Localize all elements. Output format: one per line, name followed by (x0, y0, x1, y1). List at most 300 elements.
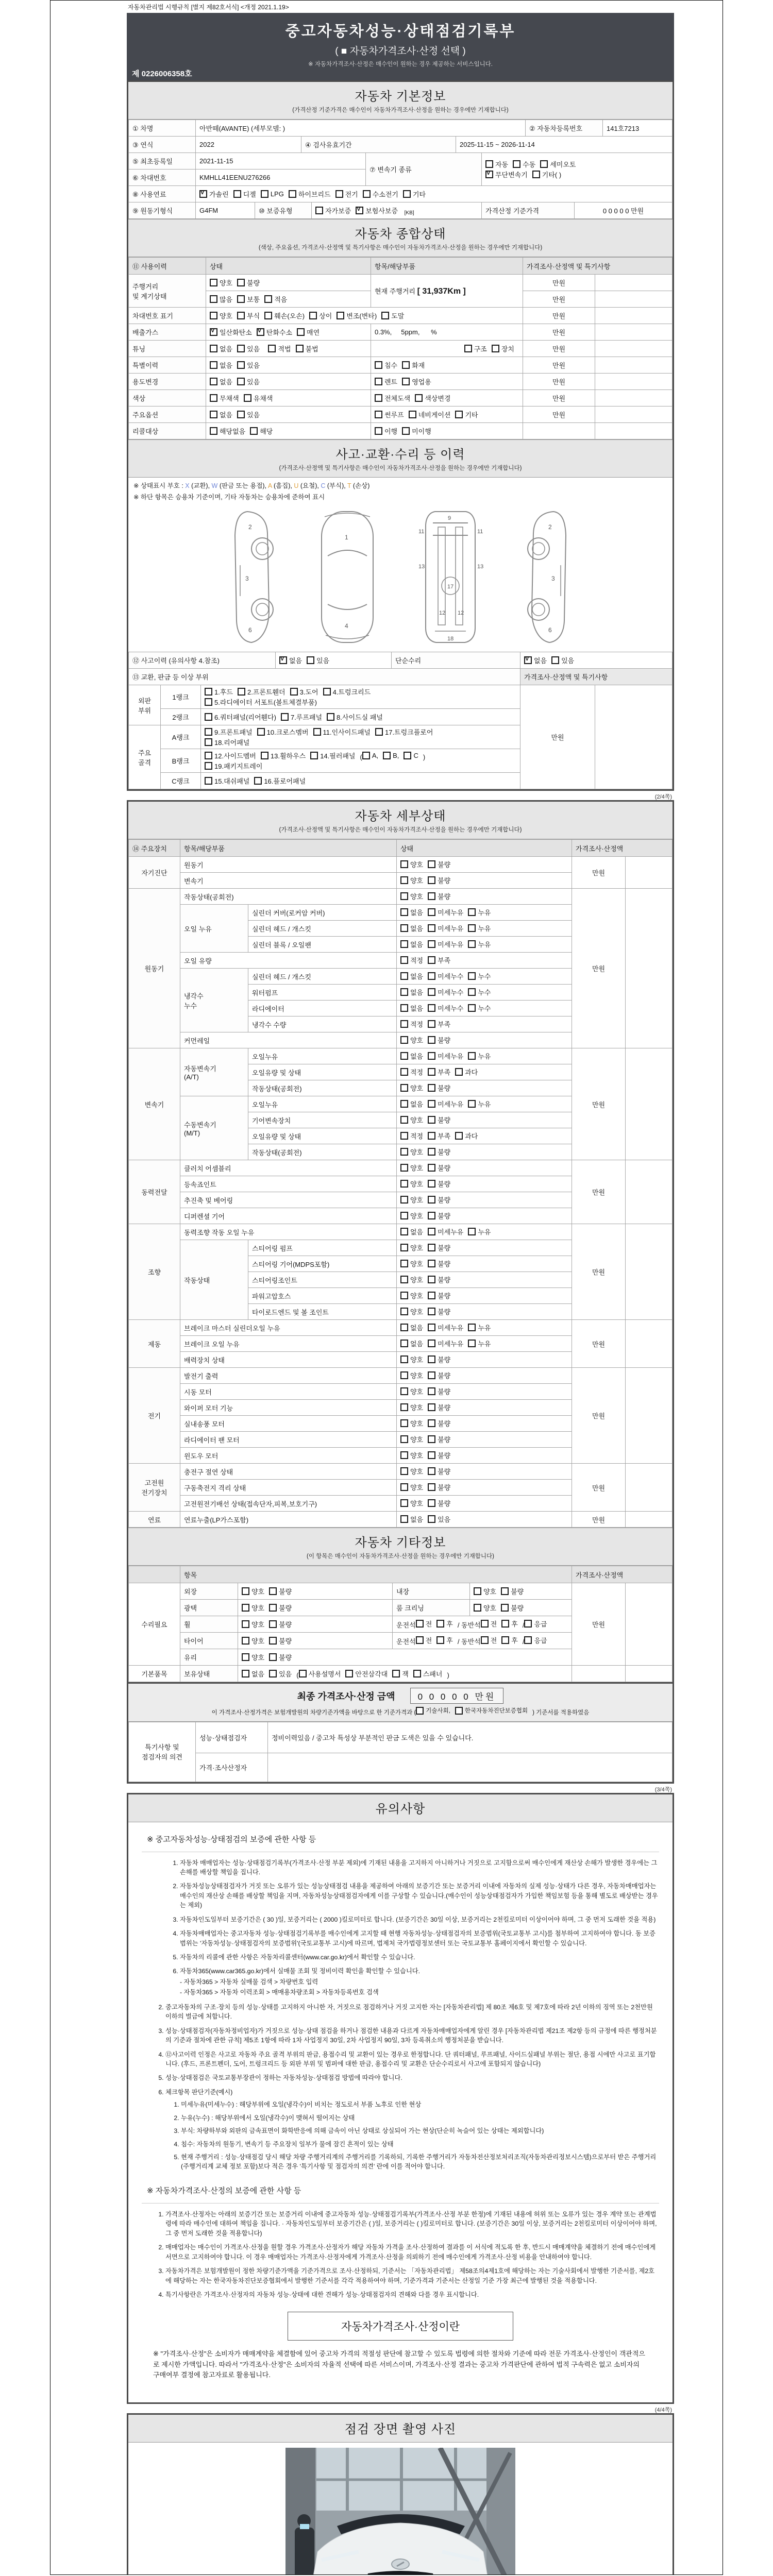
checkbox-option[interactable] (468, 1323, 491, 1332)
checkbox-option[interactable] (481, 1619, 497, 1629)
checkbox[interactable] (242, 1670, 249, 1677)
checkbox[interactable] (375, 411, 382, 418)
checkbox-option[interactable] (315, 206, 351, 215)
checkbox-option[interactable] (524, 655, 547, 665)
checkbox-option[interactable] (296, 344, 318, 353)
checkbox[interactable] (455, 411, 463, 418)
checkbox-option[interactable] (400, 1418, 423, 1428)
checkbox-option[interactable] (269, 1586, 292, 1596)
checkbox[interactable] (400, 972, 408, 980)
checkbox-option[interactable] (205, 697, 317, 707)
checkbox[interactable] (400, 876, 408, 884)
checkbox-option[interactable] (261, 751, 306, 760)
checkbox-option[interactable] (269, 1636, 292, 1646)
checkbox[interactable] (455, 1132, 463, 1140)
checkbox-option[interactable] (468, 987, 491, 997)
checkbox-option[interactable] (205, 776, 249, 786)
checkbox-option[interactable] (400, 971, 423, 981)
checkbox[interactable] (400, 1116, 408, 1124)
checkbox[interactable] (205, 688, 212, 696)
checkbox-option[interactable] (428, 987, 463, 997)
checkbox[interactable] (363, 190, 371, 198)
checkbox[interactable] (375, 728, 383, 736)
checkbox-option[interactable] (428, 1259, 450, 1268)
checkbox[interactable] (402, 378, 410, 385)
checkbox-option[interactable] (428, 1291, 450, 1300)
checkbox-option[interactable] (468, 1099, 491, 1109)
checkbox-option[interactable] (356, 206, 398, 215)
checkbox-option[interactable] (210, 278, 232, 287)
checkbox-option[interactable] (233, 189, 256, 199)
checkbox-option[interactable] (299, 1669, 341, 1679)
checkbox-option[interactable] (524, 1619, 547, 1629)
checkbox-option[interactable] (237, 410, 260, 419)
checkbox[interactable] (210, 427, 217, 435)
checkbox[interactable] (428, 1435, 435, 1443)
checkbox[interactable] (524, 656, 532, 664)
checkbox[interactable] (242, 1620, 249, 1628)
checkbox-option[interactable] (428, 923, 463, 933)
checkbox[interactable] (428, 1276, 435, 1283)
checkbox[interactable] (540, 160, 548, 168)
checkbox-option[interactable] (381, 311, 404, 320)
checkbox[interactable] (400, 860, 408, 868)
checkbox[interactable] (400, 1164, 408, 1172)
checkbox[interactable] (428, 956, 435, 964)
checkbox-option[interactable] (400, 1035, 423, 1045)
checkbox[interactable] (416, 1636, 424, 1644)
checkbox[interactable] (237, 378, 245, 385)
checkbox-option[interactable] (400, 1402, 423, 1412)
checkbox-option[interactable] (290, 687, 318, 697)
checkbox[interactable] (400, 1419, 408, 1427)
checkbox[interactable] (400, 1435, 408, 1443)
checkbox-option[interactable] (436, 1635, 453, 1645)
checkbox-option[interactable] (375, 393, 410, 403)
checkbox[interactable] (400, 924, 408, 932)
checkbox-option[interactable] (205, 761, 262, 771)
checkbox-option[interactable] (428, 1482, 450, 1492)
checkbox[interactable] (242, 1587, 249, 1595)
checkbox[interactable] (400, 940, 408, 948)
checkbox[interactable] (268, 345, 276, 352)
checkbox[interactable] (327, 713, 334, 721)
checkbox[interactable] (428, 1164, 435, 1172)
checkbox-option[interactable] (428, 1275, 450, 1284)
checkbox[interactable] (261, 190, 268, 198)
checkbox-option[interactable] (400, 1019, 423, 1029)
checkbox[interactable] (428, 1451, 435, 1459)
checkbox-option[interactable] (269, 1603, 292, 1613)
checkbox-option[interactable] (210, 426, 245, 436)
checkbox[interactable] (210, 312, 217, 319)
checkbox-option[interactable] (400, 1386, 423, 1396)
checkbox-option[interactable] (400, 1259, 423, 1268)
checkbox-option[interactable] (485, 159, 508, 169)
checkbox[interactable] (400, 1004, 408, 1012)
checkbox-option[interactable] (455, 1131, 478, 1141)
checkbox[interactable] (400, 1260, 408, 1267)
checkbox-option[interactable] (210, 327, 252, 337)
checkbox[interactable] (409, 411, 416, 418)
checkbox[interactable] (428, 1260, 435, 1267)
checkbox-option[interactable] (455, 1706, 528, 1715)
checkbox[interactable] (400, 1387, 408, 1395)
checkbox-option[interactable] (400, 1514, 423, 1524)
checkbox[interactable] (400, 1451, 408, 1459)
checkbox-option[interactable] (468, 971, 491, 981)
checkbox[interactable] (415, 394, 423, 402)
checkbox[interactable] (468, 1324, 476, 1331)
checkbox[interactable] (210, 279, 217, 286)
checkbox[interactable] (269, 1637, 277, 1645)
checkbox[interactable] (400, 1244, 408, 1251)
checkbox[interactable] (428, 1036, 435, 1044)
checkbox-option[interactable] (199, 189, 229, 199)
checkbox[interactable] (210, 394, 217, 402)
checkbox[interactable] (481, 1636, 489, 1644)
checkbox-option[interactable] (375, 360, 397, 370)
checkbox[interactable] (400, 1292, 408, 1299)
checkbox[interactable] (402, 361, 410, 369)
checkbox-option[interactable] (400, 1434, 423, 1444)
checkbox-option[interactable] (474, 1586, 496, 1596)
checkbox[interactable] (468, 940, 476, 948)
checkbox-option[interactable] (400, 1179, 423, 1189)
checkbox-option[interactable] (409, 410, 451, 419)
checkbox-option[interactable] (309, 311, 332, 320)
checkbox[interactable] (468, 1004, 476, 1012)
checkbox-option[interactable] (400, 1450, 423, 1460)
checkbox[interactable] (428, 908, 435, 916)
checkbox-option[interactable] (210, 311, 232, 320)
checkbox-option[interactable] (205, 737, 249, 747)
checkbox-option[interactable] (205, 687, 233, 697)
checkbox-option[interactable] (237, 294, 260, 304)
checkbox[interactable] (205, 752, 212, 759)
checkbox[interactable] (400, 1228, 408, 1235)
checkbox-option[interactable] (250, 426, 273, 436)
checkbox[interactable] (400, 1052, 408, 1060)
checkbox-option[interactable] (281, 712, 322, 722)
checkbox-option[interactable] (210, 360, 232, 370)
checkbox[interactable] (468, 988, 476, 996)
checkbox-option[interactable] (210, 294, 232, 304)
checkbox[interactable] (464, 345, 472, 352)
checkbox-option[interactable] (428, 1179, 450, 1189)
checkbox[interactable] (428, 1308, 435, 1315)
checkbox[interactable] (381, 312, 389, 319)
checkbox-option[interactable] (400, 1275, 423, 1284)
checkbox-option[interactable] (474, 1603, 496, 1613)
checkbox-option[interactable] (242, 1636, 264, 1646)
checkbox[interactable] (199, 190, 207, 198)
checkbox[interactable] (513, 160, 520, 168)
checkbox[interactable] (269, 1587, 277, 1595)
checkbox[interactable] (428, 924, 435, 932)
checkbox-option[interactable] (400, 1115, 423, 1125)
checkbox-option[interactable] (279, 655, 302, 665)
checkbox-option[interactable] (400, 987, 423, 997)
checkbox[interactable] (205, 728, 212, 736)
checkbox[interactable] (485, 160, 493, 168)
checkbox-option[interactable] (428, 1035, 450, 1045)
checkbox[interactable] (501, 1620, 509, 1628)
checkbox-option[interactable] (428, 1498, 450, 1508)
checkbox-option[interactable] (468, 923, 491, 933)
checkbox-option[interactable] (400, 1147, 423, 1157)
checkbox-option[interactable] (428, 1434, 450, 1444)
checkbox[interactable] (403, 190, 411, 198)
checkbox[interactable] (400, 1340, 408, 1347)
checkbox[interactable] (400, 1148, 408, 1156)
checkbox[interactable] (400, 1499, 408, 1507)
checkbox-option[interactable] (400, 1307, 423, 1316)
checkbox-option[interactable] (210, 410, 232, 419)
checkbox[interactable] (400, 1324, 408, 1331)
checkbox[interactable] (242, 1653, 249, 1661)
checkbox-option[interactable] (428, 1307, 450, 1316)
checkbox[interactable] (205, 698, 212, 706)
checkbox[interactable] (400, 1483, 408, 1491)
checkbox-option[interactable] (501, 1586, 524, 1596)
checkbox[interactable] (428, 1068, 435, 1076)
checkbox[interactable] (309, 312, 317, 319)
checkbox[interactable] (468, 1228, 476, 1235)
checkbox-option[interactable] (428, 1354, 450, 1364)
checkbox-option[interactable] (400, 1354, 423, 1364)
checkbox-option[interactable] (416, 1635, 432, 1645)
checkbox-option[interactable] (400, 875, 423, 885)
checkbox[interactable] (428, 892, 435, 900)
checkbox[interactable] (428, 860, 435, 868)
checkbox-option[interactable] (327, 712, 383, 722)
checkbox-option[interactable] (428, 1211, 450, 1221)
checkbox[interactable] (205, 762, 212, 770)
checkbox-option[interactable] (310, 751, 355, 760)
checkbox-option[interactable] (400, 1291, 423, 1300)
checkbox[interactable] (375, 394, 382, 402)
checkbox[interactable] (428, 1100, 435, 1108)
checkbox-option[interactable] (428, 1514, 450, 1524)
checkbox-option[interactable] (501, 1635, 518, 1645)
checkbox[interactable] (296, 345, 304, 352)
checkbox-option[interactable] (375, 377, 397, 386)
checkbox[interactable] (436, 1620, 444, 1628)
checkbox-option[interactable] (244, 393, 273, 403)
checkbox[interactable] (250, 427, 258, 435)
checkbox-option[interactable] (238, 687, 285, 697)
checkbox[interactable] (474, 1604, 481, 1612)
checkbox-option[interactable] (428, 1323, 463, 1332)
checkbox[interactable] (428, 1387, 435, 1395)
checkbox[interactable] (210, 295, 217, 303)
checkbox-option[interactable] (400, 1051, 423, 1061)
checkbox-option[interactable] (237, 278, 260, 287)
checkbox[interactable] (400, 1212, 408, 1219)
checkbox-option[interactable] (513, 159, 535, 169)
checkbox[interactable] (210, 378, 217, 385)
checkbox[interactable] (237, 361, 245, 369)
checkbox[interactable] (428, 988, 435, 996)
checkbox[interactable] (290, 688, 298, 696)
checkbox-option[interactable] (501, 1603, 524, 1613)
checkbox-option[interactable] (468, 1051, 491, 1061)
checkbox-option[interactable] (551, 655, 574, 665)
checkbox[interactable] (455, 1068, 463, 1076)
checkbox[interactable] (237, 345, 245, 352)
checkbox[interactable] (400, 1036, 408, 1044)
checkbox[interactable] (313, 728, 321, 736)
checkbox[interactable] (210, 411, 217, 418)
checkbox[interactable] (345, 1670, 353, 1677)
checkbox-option[interactable] (205, 751, 256, 760)
checkbox-option[interactable] (428, 1402, 450, 1412)
checkbox-option[interactable] (268, 344, 291, 353)
checkbox-option[interactable] (237, 311, 260, 320)
checkbox[interactable] (428, 1084, 435, 1092)
checkbox[interactable] (237, 279, 245, 286)
checkbox-option[interactable] (210, 377, 232, 386)
checkbox[interactable] (233, 190, 241, 198)
checkbox[interactable] (468, 1340, 476, 1347)
checkbox-option[interactable] (400, 1370, 423, 1380)
checkbox-option[interactable] (415, 393, 450, 403)
checkbox[interactable] (428, 1340, 435, 1347)
checkbox[interactable] (551, 656, 559, 664)
checkbox[interactable] (337, 312, 344, 319)
checkbox[interactable] (428, 1515, 435, 1523)
checkbox-option[interactable] (428, 939, 463, 949)
checkbox[interactable] (501, 1604, 509, 1612)
checkbox-option[interactable] (524, 1635, 547, 1645)
checkbox-option[interactable] (428, 1466, 450, 1476)
checkbox[interactable] (375, 361, 382, 369)
checkbox[interactable] (400, 1276, 408, 1283)
checkbox[interactable] (468, 908, 476, 916)
checkbox[interactable] (404, 752, 411, 759)
checkbox-option[interactable] (242, 1603, 264, 1613)
checkbox-option[interactable] (237, 344, 260, 353)
checkbox[interactable] (400, 1371, 408, 1379)
checkbox-option[interactable] (210, 344, 232, 353)
checkbox[interactable] (428, 1499, 435, 1507)
checkbox[interactable] (375, 427, 382, 435)
checkbox[interactable] (455, 1707, 463, 1715)
checkbox[interactable] (281, 713, 289, 721)
checkbox-option[interactable] (428, 1115, 450, 1125)
checkbox[interactable] (264, 312, 272, 319)
checkbox[interactable] (237, 411, 245, 418)
checkbox-option[interactable] (400, 1482, 423, 1492)
checkbox[interactable] (468, 1052, 476, 1060)
checkbox-option[interactable] (428, 1243, 450, 1252)
checkbox-option[interactable] (436, 1619, 453, 1629)
checkbox-option[interactable] (205, 712, 276, 722)
checkbox-option[interactable] (323, 687, 371, 697)
checkbox-option[interactable] (428, 1051, 463, 1061)
checkbox-option[interactable] (428, 1163, 450, 1173)
checkbox[interactable] (428, 1483, 435, 1491)
checkbox-option[interactable] (269, 1652, 292, 1662)
checkbox-option[interactable] (428, 955, 450, 965)
checkbox-option[interactable] (289, 189, 331, 199)
checkbox-option[interactable] (400, 955, 423, 965)
checkbox-option[interactable] (428, 1131, 450, 1141)
checkbox-option[interactable] (468, 907, 491, 917)
checkbox-option[interactable] (400, 1131, 423, 1141)
checkbox[interactable] (428, 1132, 435, 1140)
checkbox-option[interactable] (428, 1370, 450, 1380)
checkbox[interactable] (362, 752, 370, 759)
checkbox-option[interactable] (400, 923, 423, 933)
checkbox[interactable] (416, 1620, 424, 1628)
checkbox[interactable] (315, 207, 323, 214)
checkbox-option[interactable] (237, 360, 260, 370)
checkbox-option[interactable] (237, 377, 260, 386)
checkbox-option[interactable] (400, 1323, 423, 1332)
checkbox[interactable] (400, 1467, 408, 1475)
checkbox[interactable] (356, 207, 363, 214)
checkbox[interactable] (400, 1132, 408, 1140)
checkbox[interactable] (279, 656, 287, 664)
checkbox[interactable] (428, 1467, 435, 1475)
checkbox[interactable] (257, 728, 265, 736)
checkbox[interactable] (307, 656, 314, 664)
checkbox[interactable] (428, 1371, 435, 1379)
checkbox-option[interactable] (468, 1003, 491, 1013)
checkbox-option[interactable] (392, 1669, 409, 1679)
checkbox-option[interactable] (468, 1338, 491, 1348)
checkbox-option[interactable] (428, 859, 450, 869)
checkbox[interactable] (428, 1324, 435, 1331)
checkbox-option[interactable] (428, 1003, 463, 1013)
checkbox[interactable] (428, 1020, 435, 1028)
checkbox[interactable] (416, 1707, 424, 1715)
checkbox[interactable] (289, 190, 296, 198)
checkbox[interactable] (210, 345, 217, 352)
checkbox[interactable] (428, 1148, 435, 1156)
checkbox-option[interactable] (400, 1211, 423, 1221)
checkbox[interactable] (481, 1620, 489, 1628)
checkbox[interactable] (400, 892, 408, 900)
checkbox-option[interactable] (264, 311, 305, 320)
checkbox[interactable] (400, 908, 408, 916)
checkbox[interactable] (205, 713, 212, 721)
checkbox[interactable] (383, 752, 391, 759)
checkbox[interactable] (428, 1116, 435, 1124)
checkbox-option[interactable] (242, 1669, 264, 1679)
checkbox[interactable] (238, 688, 245, 696)
checkbox-option[interactable] (400, 1466, 423, 1476)
checkbox[interactable] (257, 328, 264, 336)
checkbox[interactable] (400, 1068, 408, 1076)
checkbox-option[interactable] (400, 1003, 423, 1013)
checkbox-option[interactable] (375, 727, 433, 737)
checkbox-option[interactable] (416, 1619, 432, 1629)
checkbox[interactable] (244, 394, 251, 402)
checkbox-option[interactable] (402, 377, 431, 386)
checkbox[interactable] (237, 312, 245, 319)
checkbox[interactable] (237, 295, 245, 303)
checkbox-option[interactable] (428, 891, 450, 901)
checkbox[interactable] (375, 378, 382, 385)
checkbox[interactable] (501, 1636, 509, 1644)
checkbox[interactable] (413, 1670, 421, 1677)
checkbox-option[interactable] (428, 875, 450, 885)
checkbox-option[interactable] (428, 1418, 450, 1428)
checkbox[interactable] (264, 295, 272, 303)
